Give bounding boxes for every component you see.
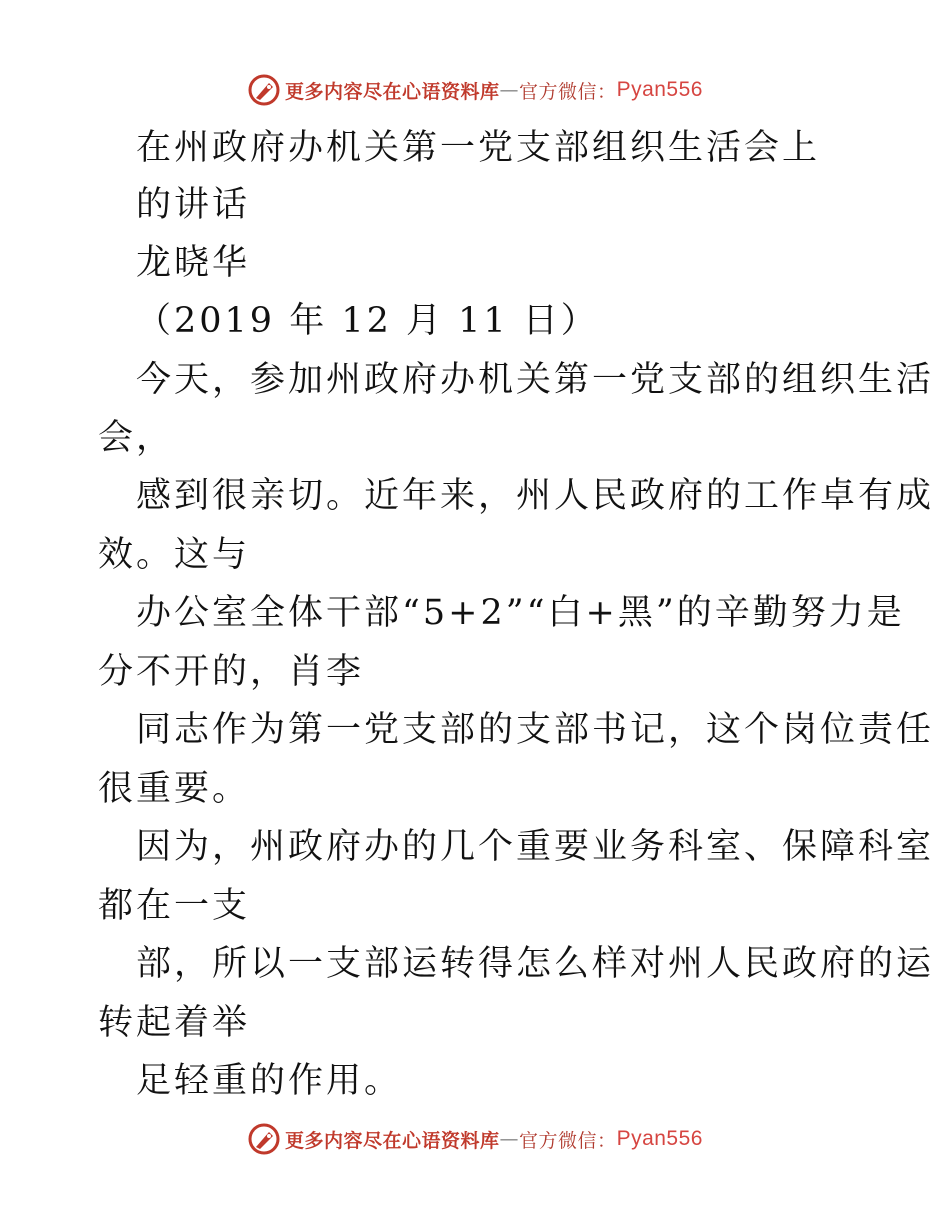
footer-banner <box>0 1119 950 1159</box>
date-line: （2019 年 12 月 11 日） <box>136 301 599 341</box>
banner-wechat-label: 官方微信： <box>519 80 617 103</box>
author-line: 龙晓华 <box>136 243 251 283</box>
banner-wechat-id: Pyan556 <box>616 78 703 101</box>
banner-dash: — <box>499 1128 520 1150</box>
pen-nib-logo-icon <box>247 73 281 107</box>
banner-dash: — <box>499 79 520 101</box>
banner-wechat-label: 官方微信： <box>519 1129 617 1152</box>
banner-wechat-id: Pyan556 <box>616 1127 703 1150</box>
paragraph-line: 同志作为第一党支部的支部书记，这个岗位责任 <box>136 710 935 750</box>
paragraph-line: 因为，州政府办的几个重要业务科室、保障科室 <box>136 827 935 867</box>
paragraph-line: 效。这与 <box>98 535 251 575</box>
title-line-2: 的讲话 <box>136 185 251 225</box>
paragraph-line: 感到很亲切。近年来，州人民政府的工作卓有成 <box>136 476 935 516</box>
paragraph-line: 会， <box>98 418 175 458</box>
paragraph-line: 转起着举 <box>98 1003 251 1043</box>
paragraph-line: 很重要。 <box>98 769 251 809</box>
title-line-1: 在州政府办机关第一党支部组织生活会上 <box>136 128 821 168</box>
banner-slogan: 更多内容尽在心语资料库 <box>285 80 500 103</box>
paragraph-line: 分不开的，肖李 <box>98 652 365 692</box>
paragraph-line: 办公室全体干部“5+2”“白+黑”的辛勤努力是 <box>136 593 905 633</box>
paragraph-line: 足轻重的作用。 <box>136 1061 403 1101</box>
pen-nib-logo-icon <box>247 1122 281 1156</box>
paragraph-line: 今天，参加州政府办机关第一党支部的组织生活 <box>136 360 935 400</box>
header-banner <box>0 70 950 110</box>
banner-slogan: 更多内容尽在心语资料库 <box>285 1129 500 1152</box>
paragraph-line: 部，所以一支部运转得怎么样对州人民政府的运 <box>136 944 935 984</box>
paragraph-line: 都在一支 <box>98 886 251 926</box>
